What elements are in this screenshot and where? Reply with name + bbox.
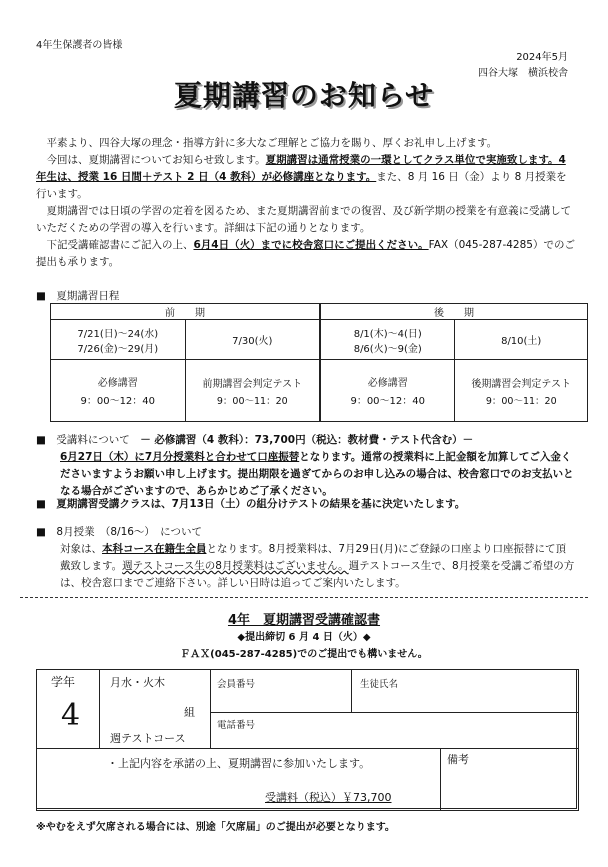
first-half-dates: 7/21(日)～24(水) 7/26(金)～29(月) (51, 320, 186, 360)
schedule-heading: ■ 夏期講習日程 (36, 290, 120, 302)
fee-amount: － 必修講習（4 教科）：73,700円（税込：教材費・テスト代含む）－ (140, 434, 474, 446)
first-half-course: 必修講習 9：00～12：40 (51, 360, 186, 422)
intro-summary: 今回は、夏期講習についてお知らせ致します。夏期講習は通常授業の一環としてクラス単位で実施致します。4年生は、授業 16 日間＋テスト 2 日（4 教科）が必修講座となります。また、8 月 16 日（金）より 8 月授業を行います。 (36, 154, 567, 200)
footnote: ※やむをえず欠席される場合には、別途「欠席届」のご提出が必要となります。 (36, 822, 395, 833)
second-half-test-date: 8/10(土) (455, 320, 588, 360)
class-suffix: 組 (184, 706, 195, 719)
first-half-header: 前 期 (51, 304, 321, 320)
grade-label: 学年 (51, 675, 76, 689)
fee-details: 6月27日（木）に7月分授業料と合わせて口座振替となります。通常の授業料に上記金額を加算してご入金くださいますようお願い申し上げます。提出期限を過ぎてからのお申し込みの場合は、校舎窓口でのお支払いとなる場合がございますので、あらかじめご了承ください。 (60, 451, 574, 497)
addressee: 4年生保護者の皆様 (36, 40, 123, 51)
phone-field[interactable]: 電話番号 (210, 712, 579, 749)
cut-line (20, 597, 588, 598)
second-half-dates: 8/1(木)～4(日) 8/6(火)～9(金) (320, 320, 455, 360)
member-number-field[interactable]: 会員番号 (210, 669, 352, 713)
intro-greeting: 平素より、四谷大塚の理念・指導方針に多大なご理解とご協力を賜り、厚くお礼申し上げます。 (46, 137, 498, 149)
consent-text: ・上記内容を承諾の上、夏期講習に参加いたします。 (107, 757, 371, 770)
course-name: 週テストコース (110, 732, 186, 745)
form-title: 4年 夏期講習受講確認書 (227, 613, 381, 628)
second-half-course: 必修講習 9：00～12：40 (320, 360, 455, 422)
second-half-header: 後 期 (320, 304, 587, 320)
intro-purpose: 夏期講習では日頃の学習の定着を図るため、また夏期講習前までの復習、及び新学期の授業を有意義に受講していただくための学習の導入を行います。詳細は下記の通りとなります。 (36, 205, 572, 234)
form-fax: ＦＡＸ(045-287-4285)でのご提出でも構いません。 (180, 649, 428, 660)
first-half-test: 前期講習会判定テスト 9：00～11：20 (185, 360, 320, 422)
august-details: 対象は、本科コース在籍生全員となります。8月授業料は、7月29日(月)にご登録の口座より口座振替にて頂戴致します。週テストコース生の8月授業料はございません。週テストコース生で、8月授業を受講ご希望の方は、校舎窓口までご連絡下さい。詳しい日時は追ってご案内いたします。 (60, 543, 575, 589)
fee-label: ■ 受講料について (36, 434, 130, 446)
issue-date: 2024年5月 (516, 52, 568, 63)
school-name: 四谷大塚 横浜校舎 (478, 68, 568, 79)
fee-section (36, 432, 576, 500)
grade-value: 4 (61, 698, 81, 733)
second-half-test: 後期講習会判定テスト 9：00～11：20 (455, 360, 588, 422)
class-note: ■ 夏期講習受講クラスは、7月13日（土）の組分けテストの結果を基に決定いたします。 (36, 498, 466, 510)
class-cell[interactable] (99, 669, 211, 749)
student-name-field[interactable]: 生徒氏名 (351, 669, 579, 713)
august-label: ■ 8月授業 （8/16～） について (36, 526, 202, 538)
confirmation-form (36, 669, 577, 809)
remarks-field[interactable]: 備考 (440, 748, 579, 811)
august-section (36, 524, 576, 592)
consent-cell (36, 748, 441, 811)
intro-section (36, 135, 576, 271)
schedule-table (50, 303, 588, 422)
class-days: 月水・火木 (110, 676, 165, 689)
grade-cell (36, 669, 100, 749)
fee-line: 受講料（税込）￥73,700 (265, 791, 392, 804)
form-deadline: ◆提出締切 6 月 4 日（火）◆ (237, 632, 371, 643)
page-title: 夏期講習のお知らせ (173, 79, 435, 112)
intro-submission: 下記受講確認書にご記入の上、6月4日（火）までに校舎窓口にご提出ください。FAX（045-287-4285）でのご提出も承ります。 (36, 239, 575, 268)
first-half-test-date: 7/30(火) (185, 320, 320, 360)
